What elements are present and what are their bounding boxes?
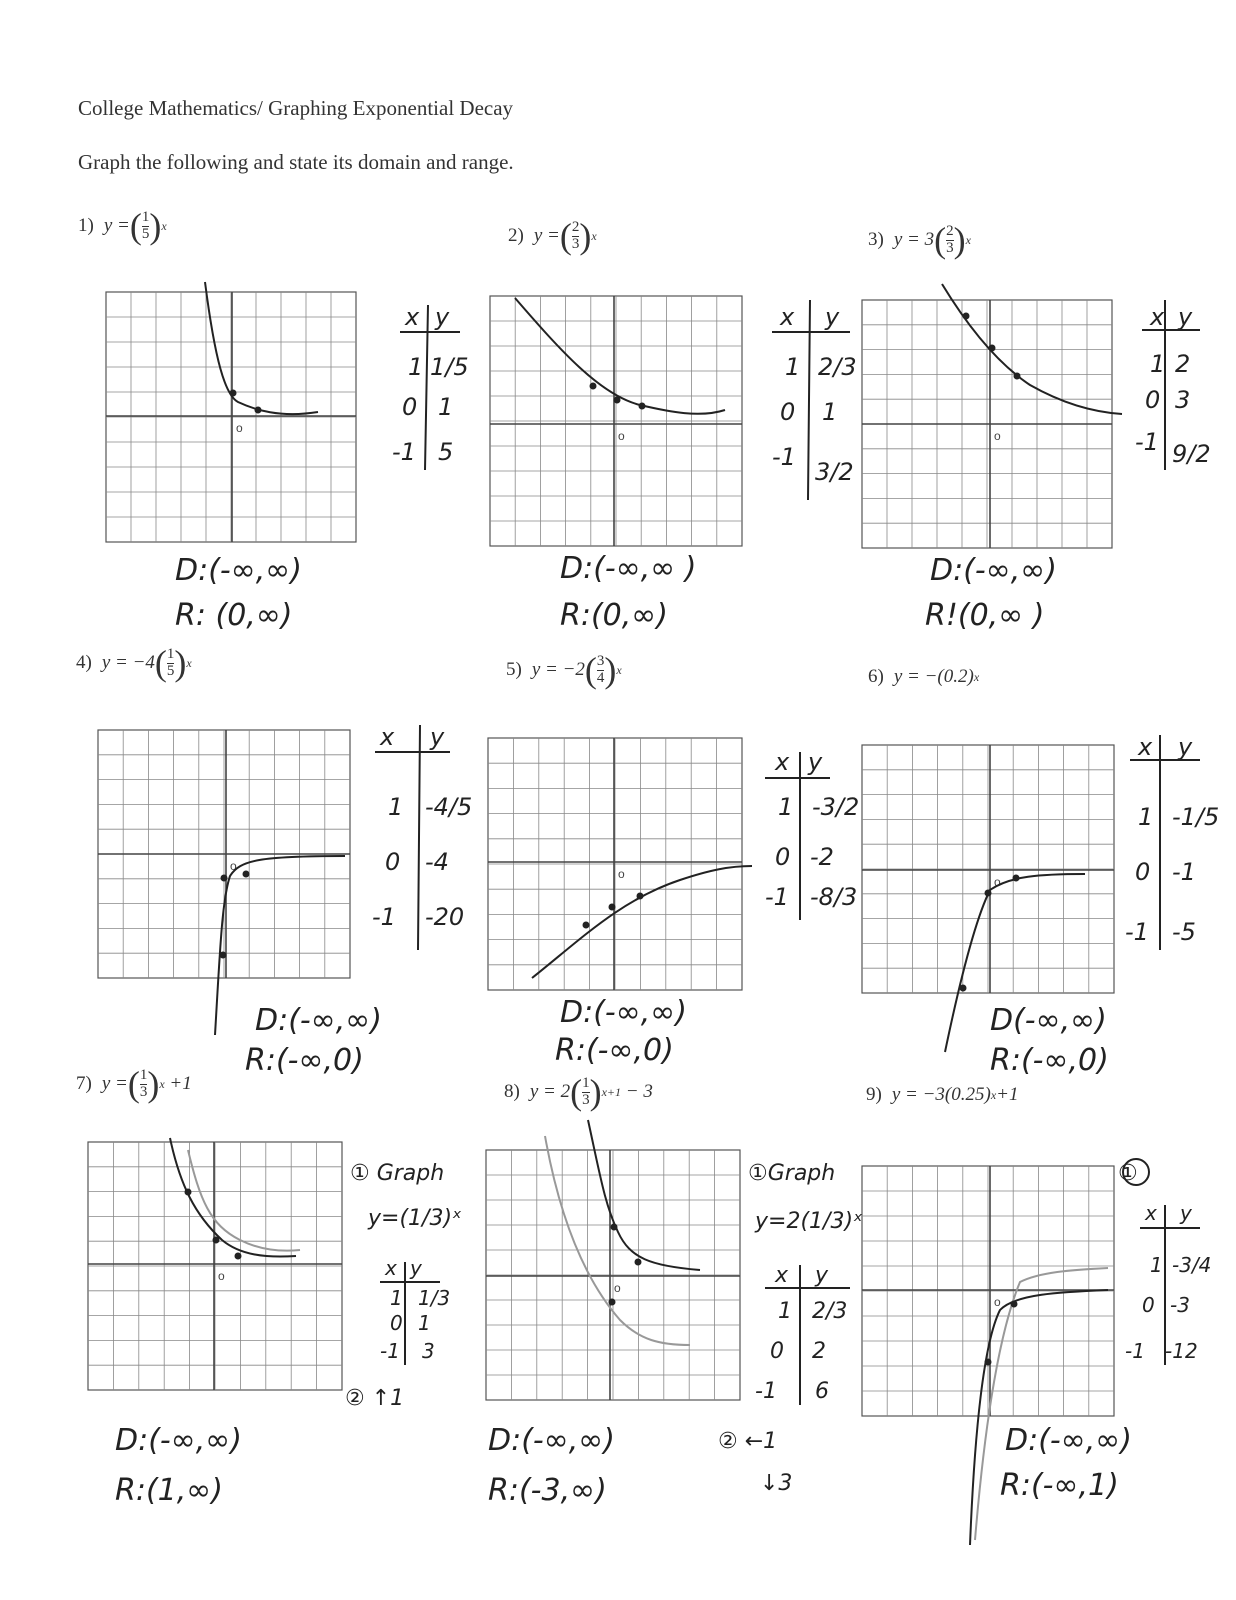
- plotted-point: [609, 1299, 616, 1306]
- svg-text:x: x: [780, 303, 795, 331]
- value-table-2: [772, 303, 857, 486]
- answer-1-domain: D:(-∞,∞): [175, 553, 302, 588]
- svg-text:3/2: 3/2: [815, 458, 854, 486]
- svg-text:y: y: [410, 1256, 422, 1280]
- svg-text:-1: -1: [772, 443, 796, 471]
- graph-grid-4: [98, 730, 350, 978]
- svg-text:2: 2: [1175, 350, 1191, 378]
- graph-grid-2: [490, 296, 742, 546]
- graph-grid-1: [106, 292, 356, 542]
- svg-text:y: y: [430, 723, 445, 751]
- value-table-6: [1125, 733, 1219, 946]
- svg-text:-2: -2: [810, 843, 834, 871]
- svg-text:-1: -1: [1125, 1339, 1145, 1363]
- svg-text:0: 0: [1142, 1293, 1155, 1317]
- svg-text:x: x: [1138, 733, 1153, 761]
- svg-text:0: 0: [780, 398, 796, 426]
- svg-text:x: x: [405, 303, 420, 331]
- plotted-point: [985, 1359, 992, 1366]
- answer-2-domain: D:(-∞,∞ ): [560, 551, 697, 586]
- origin-label: o: [994, 1295, 1001, 1309]
- svg-text:1: 1: [785, 353, 801, 381]
- svg-text:0: 0: [1145, 386, 1161, 414]
- svg-text:-8/3: -8/3: [810, 883, 858, 911]
- problem-number: 6): [868, 666, 884, 687]
- svg-text:2/3: 2/3: [818, 353, 857, 381]
- plotted-point: [185, 1189, 192, 1196]
- svg-text:-1: -1: [392, 438, 416, 466]
- answer-5-domain: D:(-∞,∞): [560, 995, 687, 1030]
- plotted-point: [614, 397, 621, 404]
- svg-text:0: 0: [1135, 858, 1151, 886]
- svg-text:x: x: [385, 1256, 397, 1280]
- svg-text:1: 1: [1138, 803, 1154, 831]
- graph-grid-7: [88, 1142, 342, 1390]
- svg-text:1/3: 1/3: [418, 1286, 451, 1310]
- fraction: $\frac{1}{3}$: [582, 1074, 590, 1108]
- svg-text:-1: -1: [380, 1339, 400, 1363]
- plotted-point: [635, 1259, 642, 1266]
- svg-text:2: 2: [812, 1339, 826, 1364]
- plotted-point: [255, 407, 262, 414]
- svg-text:-20: -20: [425, 903, 465, 931]
- plotted-point: [243, 871, 250, 878]
- svg-text:1: 1: [822, 398, 838, 426]
- plotted-point: [985, 890, 992, 897]
- problem-number: 7): [76, 1073, 92, 1094]
- equation-text: y = 2: [529, 1081, 571, 1102]
- origin-label: o: [218, 1269, 225, 1283]
- svg-text:-1: -1: [1125, 918, 1149, 946]
- problem-6: 6) y = −(0.2) x: [868, 666, 980, 687]
- svg-text:-1: -1: [755, 1379, 777, 1404]
- svg-text:x: x: [1145, 1201, 1157, 1225]
- problem-8: 8) y = 2 ( $\frac{1}{3}$ ) x+1 − 3: [504, 1072, 653, 1112]
- value-table-8: [755, 1263, 847, 1404]
- answer-2-range: R:(0,∞): [560, 598, 668, 633]
- svg-text:y: y: [435, 303, 450, 331]
- value-table-9: [1125, 1201, 1211, 1363]
- plotted-point: [611, 1224, 618, 1231]
- fraction: $\frac{3}{4}$: [596, 652, 605, 686]
- svg-text:1: 1: [408, 353, 424, 381]
- svg-text:3: 3: [1175, 386, 1191, 414]
- answer-9-step1: ①: [1118, 1161, 1138, 1186]
- problem-1: 1) y = ( $\frac{1}{5}$ ) x: [78, 206, 167, 246]
- answer-6-range: R:(-∞,0): [990, 1043, 1109, 1078]
- value-table-4: [372, 723, 472, 931]
- curve-5: [532, 866, 752, 978]
- svg-text:1: 1: [778, 793, 794, 821]
- answer-8-step1: ①Graph: [748, 1161, 836, 1186]
- svg-text:1: 1: [1150, 350, 1166, 378]
- plotted-point: [963, 313, 970, 320]
- plotted-point: [221, 875, 228, 882]
- plotted-point: [1011, 1301, 1018, 1308]
- answer-3-domain: D:(-∞,∞): [930, 553, 1057, 588]
- answer-1-range: R: (0,∞): [175, 598, 293, 633]
- guide-curve-1: [188, 1150, 300, 1251]
- answer-7-domain: D:(-∞,∞): [115, 1423, 242, 1458]
- problem-number: 8): [504, 1081, 520, 1102]
- svg-text:3: 3: [422, 1339, 435, 1363]
- answer-7-step1-eq: y=(1/3)ˣ: [368, 1206, 462, 1231]
- value-table-3: [1135, 303, 1211, 468]
- svg-text:x: x: [775, 1263, 789, 1288]
- svg-text:-1/5: -1/5: [1172, 803, 1220, 831]
- page-title: College Mathematics/ Graphing Exponential Decay: [78, 96, 514, 120]
- plotted-point: [220, 952, 227, 959]
- equation-text: y = −2: [531, 659, 585, 680]
- plotted-point: [235, 1253, 242, 1260]
- equation-text: y =: [101, 1073, 128, 1094]
- svg-text:2/3: 2/3: [812, 1299, 848, 1324]
- graph-grid-8: [486, 1150, 740, 1400]
- answer-8-range: R:(-3,∞): [488, 1473, 607, 1508]
- curve-3: [942, 284, 1122, 414]
- svg-text:x: x: [380, 723, 395, 751]
- plotted-point: [213, 1237, 220, 1244]
- value-table-1: [392, 303, 469, 466]
- problem-number: 1): [78, 215, 94, 236]
- equation-text: y =: [533, 225, 560, 246]
- svg-text:-3/2: -3/2: [812, 793, 860, 821]
- answer-7-step2: ② ↑1: [345, 1386, 405, 1411]
- svg-text:1: 1: [778, 1299, 792, 1324]
- fraction: $\frac{1}{5}$: [166, 645, 175, 679]
- svg-text:x: x: [775, 748, 790, 776]
- svg-text:-4/5: -4/5: [425, 793, 473, 821]
- fraction: $\frac{2}{3}$: [946, 222, 954, 256]
- curve-8: [588, 1120, 700, 1270]
- plotted-point: [1014, 373, 1021, 380]
- answer-5-range: R:(-∞,0): [555, 1033, 674, 1068]
- answer-8-domain: D:(-∞,∞): [488, 1423, 615, 1458]
- svg-text:y: y: [1180, 1201, 1192, 1225]
- answer-7-step1: ① Graph: [350, 1161, 445, 1186]
- problem-number: 5): [506, 659, 522, 680]
- equation-text: y = −3(0.25): [891, 1084, 991, 1105]
- value-table-7: [380, 1256, 450, 1363]
- origin-label: o: [230, 859, 237, 873]
- answer-7-range: R:(1,∞): [115, 1473, 223, 1508]
- problem-2: 2) y = ( $\frac{2}{3}$ ) x: [508, 216, 597, 256]
- svg-text:-4: -4: [425, 848, 449, 876]
- svg-text:1: 1: [390, 1286, 403, 1310]
- svg-text:0: 0: [385, 848, 401, 876]
- problem-5: 5) y = −2 ( $\frac{3}{4}$ ) x: [506, 650, 622, 690]
- answer-8-step2: ② ←1: [718, 1429, 778, 1454]
- guide-curve-2: [545, 1136, 690, 1345]
- svg-text:9/2: 9/2: [1172, 440, 1211, 468]
- fraction: $\frac{2}{3}$: [571, 218, 580, 252]
- value-table-5: [765, 748, 859, 911]
- curve-1: [205, 282, 318, 414]
- problem-7: 7) y = ( $\frac{1}{3}$ ) x +1: [76, 1064, 192, 1104]
- svg-text:1/5: 1/5: [430, 353, 469, 381]
- svg-text:0: 0: [775, 843, 791, 871]
- svg-text:-1: -1: [1135, 428, 1159, 456]
- equation-text: y = −(0.2): [893, 666, 974, 687]
- fraction: $\frac{1}{5}$: [141, 208, 150, 242]
- svg-text:0: 0: [402, 393, 418, 421]
- answer-9-domain: D:(-∞,∞): [1005, 1423, 1132, 1458]
- svg-text:-1: -1: [1172, 858, 1196, 886]
- origin-label: o: [994, 429, 1001, 443]
- origin-label: o: [614, 1281, 621, 1295]
- svg-text:y: y: [808, 748, 823, 776]
- answer-9-range: R:(-∞,1): [1000, 1468, 1119, 1503]
- svg-text:6: 6: [815, 1379, 829, 1404]
- svg-text:-3: -3: [1170, 1293, 1190, 1317]
- equation-text: y = 3: [893, 229, 935, 250]
- svg-text:1: 1: [418, 1311, 431, 1335]
- svg-text:0: 0: [390, 1311, 403, 1335]
- answer-8-step1-eq: y=2(1/3)ˣ: [755, 1209, 863, 1234]
- svg-text:1: 1: [438, 393, 454, 421]
- problem-9: 9) y = −3(0.25) x +1: [866, 1084, 1019, 1105]
- origin-label: o: [994, 875, 1001, 889]
- problem-4: 4) y = −4 ( $\frac{1}{5}$ ) x: [76, 643, 192, 683]
- plotted-point: [989, 345, 996, 352]
- problem-number: 3): [868, 229, 884, 250]
- origin-label: o: [618, 429, 625, 443]
- problem-number: 2): [508, 225, 524, 246]
- svg-text:5: 5: [438, 438, 454, 466]
- svg-text:y: y: [1178, 733, 1193, 761]
- plotted-point: [590, 383, 597, 390]
- svg-text:x: x: [1150, 303, 1165, 331]
- problem-number: 4): [76, 652, 92, 673]
- svg-text:-1: -1: [765, 883, 789, 911]
- problem-number: 9): [866, 1084, 882, 1105]
- graph-grid-3: [862, 300, 1112, 548]
- curve-2: [515, 298, 725, 414]
- plotted-point: [960, 985, 967, 992]
- svg-text:y: y: [1178, 303, 1193, 331]
- svg-text:-3/4: -3/4: [1172, 1253, 1212, 1277]
- svg-text:1: 1: [1150, 1253, 1163, 1277]
- svg-text:y: y: [825, 303, 840, 331]
- svg-text:-12: -12: [1165, 1339, 1198, 1363]
- equation-text: y =: [103, 215, 130, 236]
- problem-3: 3) y = 3 ( $\frac{2}{3}$ ) x: [868, 220, 971, 260]
- graph-grid-5: [488, 738, 742, 990]
- plotted-point: [1013, 875, 1020, 882]
- answer-8-step3: ↓3: [760, 1471, 793, 1496]
- origin-label: o: [618, 867, 625, 881]
- plotted-point: [230, 390, 237, 397]
- answer-3-range: R!(0,∞ ): [925, 598, 1045, 633]
- plotted-point: [583, 922, 590, 929]
- plotted-point: [637, 893, 644, 900]
- svg-text:-1: -1: [372, 903, 396, 931]
- svg-text:0: 0: [770, 1339, 784, 1364]
- origin-label: o: [236, 421, 243, 435]
- svg-text:1: 1: [388, 793, 404, 821]
- instructions: Graph the following and state its domain and range.: [78, 150, 514, 174]
- svg-text:-5: -5: [1172, 918, 1196, 946]
- fraction: $\frac{1}{3}$: [139, 1066, 148, 1100]
- svg-text:y: y: [815, 1263, 829, 1288]
- answer-6-domain: D(-∞,∞): [990, 1003, 1107, 1038]
- plotted-point: [609, 904, 616, 911]
- plotted-point: [639, 403, 646, 410]
- equation-text: y = −4: [101, 652, 155, 673]
- answer-4-domain: D:(-∞,∞): [255, 1003, 382, 1038]
- answer-4-range: R:(-∞,0): [245, 1043, 364, 1078]
- graph-grid-6: [862, 745, 1114, 993]
